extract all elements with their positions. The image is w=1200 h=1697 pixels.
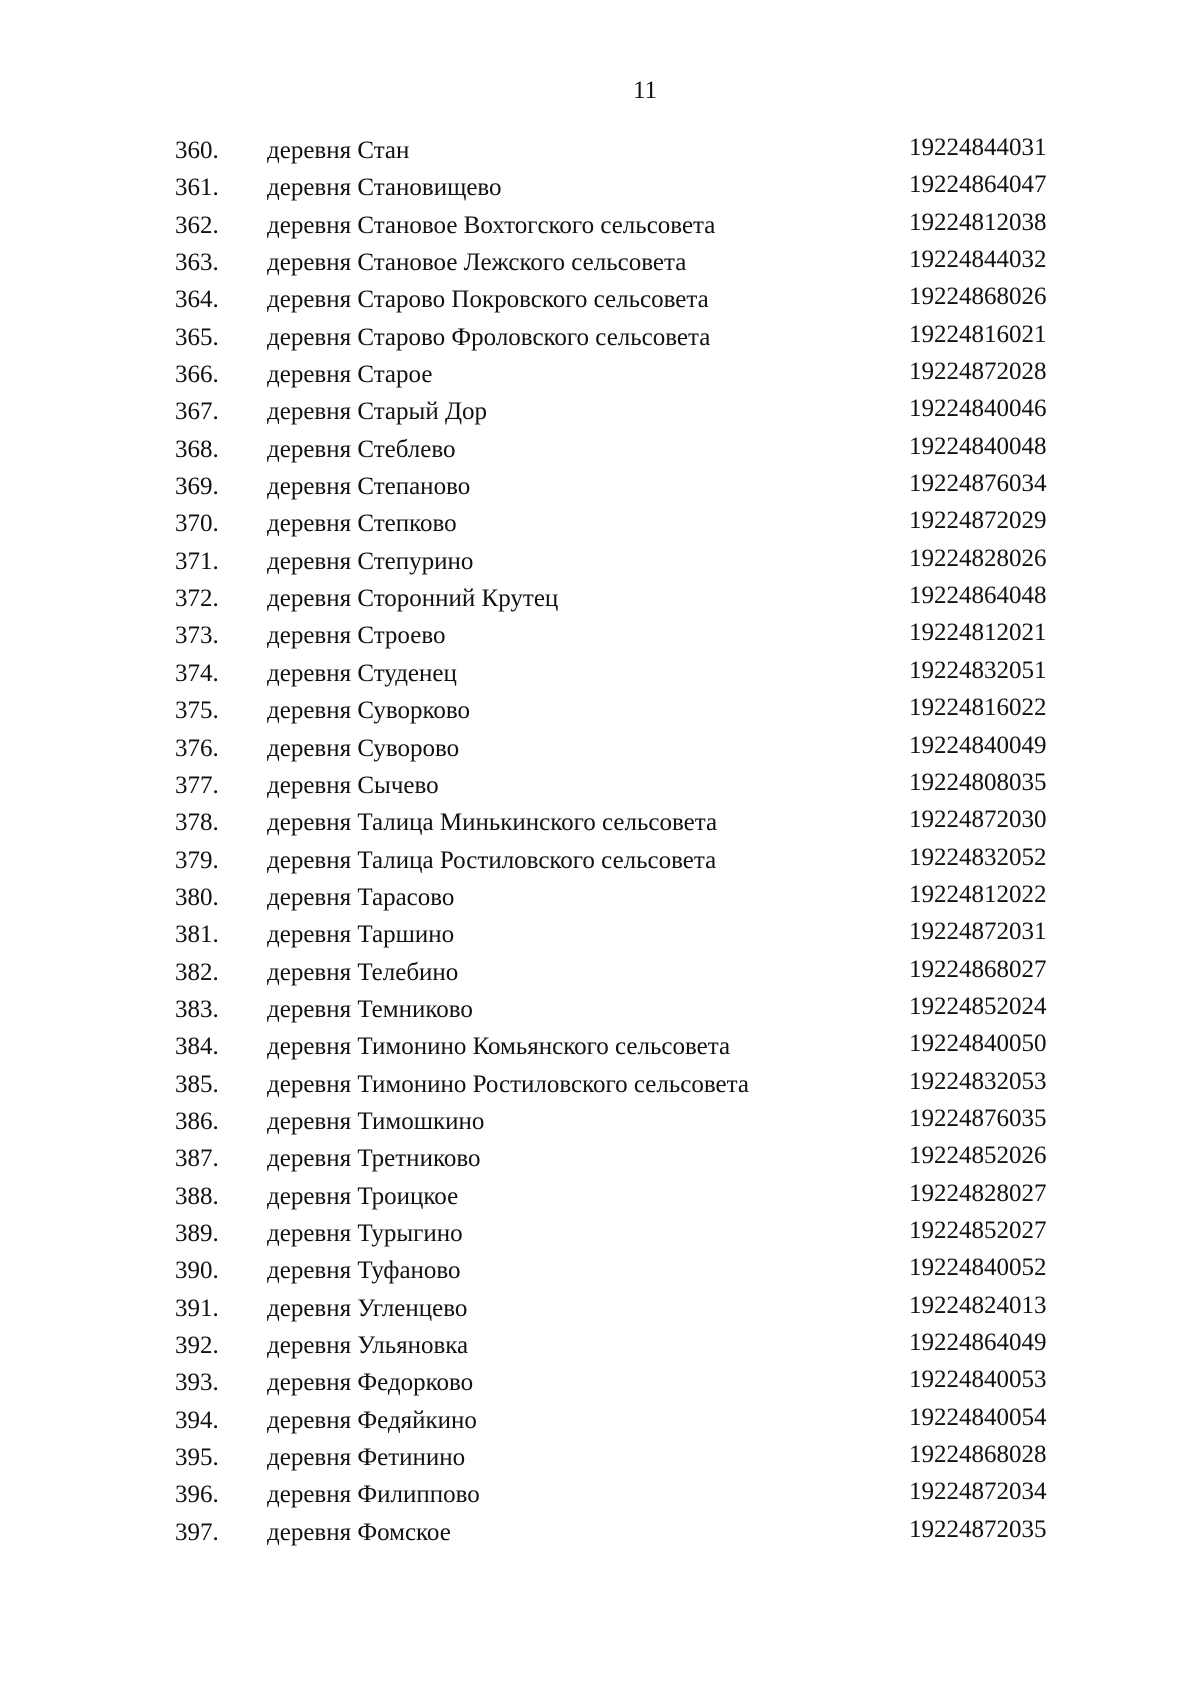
oktmo-code: 19224840050: [909, 1030, 1047, 1058]
settlement-name: деревня Троицкое: [267, 1182, 459, 1210]
oktmo-code: 19224852026: [909, 1142, 1047, 1170]
list-item: [0, 584, 1200, 621]
list-item: [0, 1403, 1200, 1443]
row-number: 377.: [175, 771, 219, 799]
oktmo-code: 19224872028: [909, 358, 1047, 386]
settlement-name: деревня Степурино: [267, 547, 474, 575]
row-number: 389.: [175, 1219, 219, 1247]
row-number: 385.: [175, 1070, 219, 1098]
list-item: [0, 1104, 1200, 1144]
oktmo-code: 19224828026: [909, 544, 1047, 572]
oktmo-code: 19224872029: [909, 507, 1047, 535]
row-number: 386.: [175, 1107, 219, 1135]
settlement-name: деревня Ульяновка: [267, 1332, 469, 1359]
row-number: 376.: [175, 734, 219, 762]
oktmo-code: 19224852027: [909, 1216, 1047, 1244]
row-number: 395.: [175, 1444, 219, 1472]
settlement-name: деревня Суворово: [267, 734, 460, 762]
row-number: 372.: [175, 585, 219, 613]
list-item: [0, 472, 1200, 509]
row-number: 378.: [175, 809, 219, 837]
row-number: 366.: [175, 361, 219, 389]
settlement-name: деревня Становое Лежского сельсовета: [267, 249, 687, 277]
row-number: 392.: [175, 1332, 219, 1359]
row-number: 362.: [175, 211, 219, 239]
list-item: [0, 656, 1200, 696]
list-item: [0, 1256, 1200, 1293]
oktmo-code: 19224832051: [909, 656, 1047, 684]
list-item: [0, 843, 1200, 883]
oktmo-code: 19224832053: [909, 1067, 1047, 1095]
settlement-name: деревня Студенец: [267, 659, 457, 687]
settlement-name: деревня Суворково: [267, 697, 471, 725]
list-item: [0, 955, 1200, 995]
list-item: [0, 1032, 1200, 1069]
list-item: [0, 1443, 1200, 1480]
row-number: 370.: [175, 510, 219, 538]
list-item: [0, 920, 1200, 957]
oktmo-code: 19224864047: [909, 171, 1047, 199]
settlement-name: деревня Сычево: [267, 771, 439, 799]
list-item: [0, 208, 1200, 248]
list-item: [0, 1179, 1200, 1219]
oktmo-code: 19224840052: [909, 1254, 1047, 1282]
settlement-name: деревня Стеблево: [267, 435, 456, 463]
row-number: 361.: [175, 174, 219, 202]
list-item: [0, 397, 1200, 434]
oktmo-code: 19224840046: [909, 395, 1047, 423]
settlement-name: деревня Туфаново: [267, 1257, 461, 1285]
list-item: [0, 696, 1200, 733]
row-number: 368.: [175, 435, 219, 463]
list-item: [0, 768, 1200, 808]
settlement-name: деревня Строево: [267, 622, 446, 650]
settlement-name: деревня Старово Покровского сельсовета: [267, 286, 709, 314]
list-item: [0, 1331, 1200, 1368]
settlement-name: деревня Федорково: [267, 1369, 474, 1397]
settlement-name: деревня Тарасово: [267, 883, 455, 911]
oktmo-code: 19224872035: [909, 1515, 1047, 1543]
row-number: 388.: [175, 1182, 219, 1210]
settlement-name: деревня Угленцево: [267, 1294, 468, 1322]
settlement-name: деревня Темниково: [267, 995, 473, 1023]
settlement-name: деревня Степаново: [267, 473, 471, 501]
list-item: [0, 320, 1200, 360]
page-number: 11: [632, 77, 658, 104]
list-item: [0, 621, 1200, 658]
list-item: [0, 285, 1200, 322]
oktmo-code: 19224876034: [909, 470, 1047, 498]
row-number: 373.: [175, 622, 219, 650]
row-number: 391.: [175, 1294, 219, 1322]
row-number: 390.: [175, 1257, 219, 1285]
settlement-name: деревня Телебино: [267, 958, 459, 986]
row-number: 394.: [175, 1406, 219, 1434]
row-number: 367.: [175, 398, 219, 426]
oktmo-code: 19224816022: [909, 694, 1047, 722]
oktmo-code: 19224864049: [909, 1329, 1047, 1356]
settlement-name: деревня Становое Вохтогского сельсовета: [267, 211, 716, 239]
settlement-name: деревня Тимонино Комьянского сельсовета: [267, 1033, 731, 1061]
oktmo-code: 19224840053: [909, 1366, 1047, 1394]
settlement-name: деревня Третниково: [267, 1145, 481, 1173]
row-number: 396.: [175, 1481, 219, 1509]
settlement-name: деревня Фетинино: [267, 1444, 466, 1472]
oktmo-code: 19224872031: [909, 918, 1047, 946]
settlement-name: деревня Тимошкино: [267, 1107, 485, 1135]
list-item: [0, 992, 1200, 1032]
oktmo-code: 19224808035: [909, 768, 1047, 796]
list-item: [0, 808, 1200, 845]
list-item: [0, 173, 1200, 210]
oktmo-code: 19224868028: [909, 1441, 1047, 1469]
oktmo-code: 19224812038: [909, 208, 1047, 236]
oktmo-code: 19224872034: [909, 1478, 1047, 1506]
list-item: [0, 509, 1200, 546]
row-number: 369.: [175, 473, 219, 501]
list-item: [0, 432, 1200, 472]
list-item: [0, 248, 1200, 285]
settlement-name: деревня Филиппово: [267, 1481, 480, 1509]
list-item: [0, 1480, 1200, 1517]
list-item: [0, 1216, 1200, 1256]
oktmo-code: 19224824013: [909, 1291, 1047, 1319]
oktmo-code: 19224840054: [909, 1403, 1047, 1431]
settlement-name: деревня Сторонний Крутец: [267, 585, 559, 613]
row-number: 360.: [175, 137, 219, 164]
oktmo-code: 19224816021: [909, 320, 1047, 348]
row-number: 393.: [175, 1369, 219, 1397]
oktmo-code: 19224864048: [909, 582, 1047, 610]
settlement-name: деревня Федяйкино: [267, 1406, 477, 1434]
oktmo-code: 19224868026: [909, 283, 1047, 311]
list-item: [0, 1515, 1200, 1555]
list-item: [0, 360, 1200, 397]
settlement-name: деревня Становищево: [267, 174, 502, 202]
row-number: 381.: [175, 921, 219, 949]
row-number: 383.: [175, 995, 219, 1023]
row-number: 380.: [175, 883, 219, 911]
row-number: 387.: [175, 1145, 219, 1173]
row-number: 384.: [175, 1033, 219, 1061]
settlement-name: деревня Стан: [267, 137, 410, 164]
settlement-name: деревня Талица Ростиловского сельсовета: [267, 846, 717, 874]
row-number: 364.: [175, 286, 219, 314]
row-number: 363.: [175, 249, 219, 277]
oktmo-code: 19224844031: [909, 134, 1047, 161]
row-number: 379.: [175, 846, 219, 874]
row-number: 374.: [175, 659, 219, 687]
oktmo-code: 19224840048: [909, 432, 1047, 460]
row-number: 371.: [175, 547, 219, 575]
oktmo-code: 19224852024: [909, 992, 1047, 1020]
settlement-name: деревня Талица Минькинского сельсовета: [267, 809, 718, 837]
list-item: [0, 1291, 1200, 1331]
settlement-name: деревня Старое: [267, 361, 433, 389]
list-item: [0, 544, 1200, 584]
settlement-name: деревня Таршино: [267, 921, 455, 949]
settlement-name: деревня Тимонино Ростиловского сельсовета: [267, 1070, 749, 1098]
settlement-name: деревня Турыгино: [267, 1219, 463, 1247]
oktmo-code: 19224844032: [909, 246, 1047, 274]
oktmo-code: 19224876035: [909, 1104, 1047, 1132]
oktmo-code: 19224868027: [909, 955, 1047, 983]
oktmo-code: 19224812022: [909, 880, 1047, 908]
list-item: [0, 1368, 1200, 1405]
settlement-name: деревня Фомское: [267, 1518, 451, 1546]
list-item: [0, 136, 1200, 173]
settlement-name: деревня Степково: [267, 510, 457, 538]
list-item: [0, 880, 1200, 920]
row-number: 382.: [175, 958, 219, 986]
oktmo-code: 19224828027: [909, 1179, 1047, 1207]
oktmo-code: 19224872030: [909, 806, 1047, 834]
settlement-name: деревня Старово Фроловского сельсовета: [267, 323, 711, 351]
settlement-name: деревня Старый Дор: [267, 398, 487, 426]
settlement-list: [0, 136, 1200, 1555]
list-item: [0, 1144, 1200, 1181]
list-item: [0, 731, 1200, 771]
row-number: 375.: [175, 697, 219, 725]
oktmo-code: 19224832052: [909, 843, 1047, 871]
oktmo-code: 19224812021: [909, 619, 1047, 647]
row-number: 365.: [175, 323, 219, 351]
oktmo-code: 19224840049: [909, 731, 1047, 759]
list-item: [0, 1067, 1200, 1107]
row-number: 397.: [175, 1518, 219, 1546]
